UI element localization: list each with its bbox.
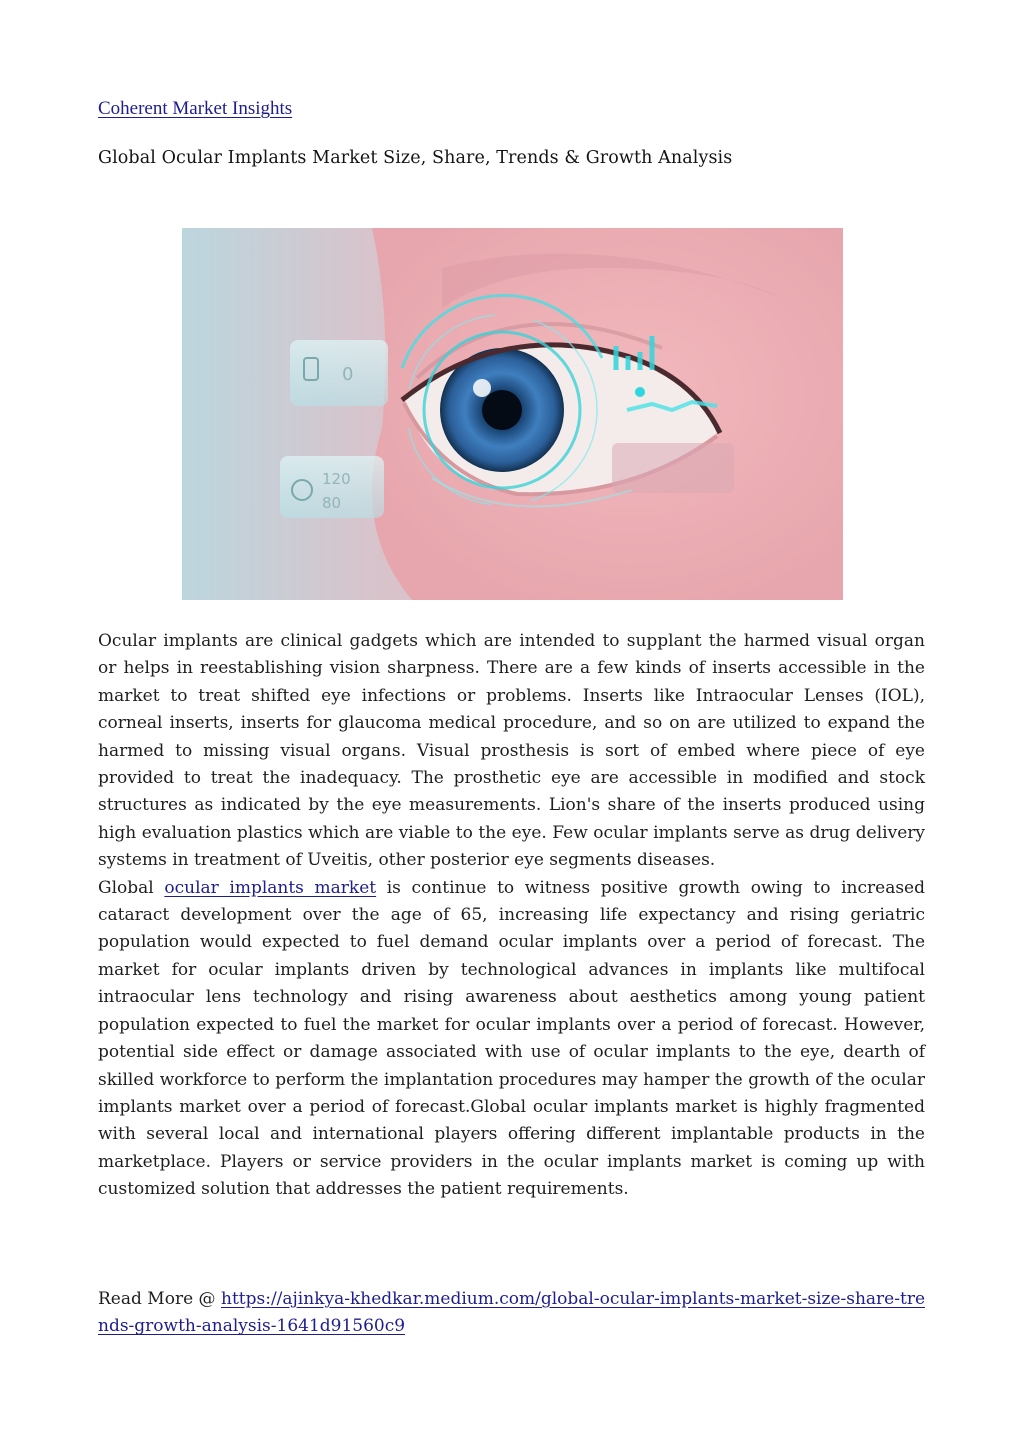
hud-value-zero: 0 — [342, 364, 354, 385]
article-body — [98, 628, 925, 1204]
read-more-link[interactable]: https://ajinkya-khedkar.medium.com/global-ocular-implants-market-size-share-trends-growth-analysis-1641d91560c9 — [98, 1289, 926, 1337]
hud-value-80: 80 — [322, 494, 342, 512]
p2-lead: Global — [98, 877, 154, 898]
paragraph-market — [98, 875, 925, 1204]
hud-value-120: 120 — [322, 470, 351, 488]
ocular-implants-market-link[interactable]: ocular implants market — [164, 877, 377, 898]
page-title: Global Ocular Implants Market Size, Share, Trends & Growth Analysis — [98, 148, 733, 168]
paragraph-description: Ocular implants are clinical gadgets which are intended to supplant the harmed visual organ or helps in reestablishing vision sharpness. There are a few kinds of inserts accessible in the market to treat shifted eye infections or problems. Inserts like Intraocular Lenses (IOL), corneal inserts, inserts for glaucoma medical procedure, and so on are utilized to expand the harmed to missing visual organs. Visual prosthesis is sort of embed where piece of eye provided to treat the inadequacy. The prosthetic eye are accessible in modified and stock structures as indicated by the eye measurements. Lion's share of the inserts produced using high evaluation plastics which are viable to the eye. Few ocular implants serve as drug delivery systems in treatment of Uveitis, other posterior eye segments diseases. — [98, 631, 925, 871]
p2-rest: is continue to witness positive growth owing to increased cataract development over the age of 65, increasing life expectancy and rising geriatric population would expected to fuel demand ocular implants over a period of forecast. The market for ocular implants driven by technological advances in implants like multifocal intraocular lens technology and rising awareness about aesthetics among young patient population expected to fuel the market for ocular implants over a period of forecast. However, potential side effect or damage associated with use of ocular implants to the eye, dearth of skilled workforce to perform the implantation procedures may hamper the growth of the ocular implants market over a period of forecast.Global ocular implants market is highly fragmented with several local and international players offering different implantable products in the marketplace. Players or service providers in the ocular implants market is coming up with customized solution that addresses the patient requirements. — [98, 877, 926, 1200]
eye-hud-illustration — [182, 228, 843, 600]
read-more-label: Read More @ — [98, 1289, 216, 1309]
read-more — [98, 1286, 925, 1341]
source-link[interactable]: Coherent Market Insights — [98, 98, 293, 119]
